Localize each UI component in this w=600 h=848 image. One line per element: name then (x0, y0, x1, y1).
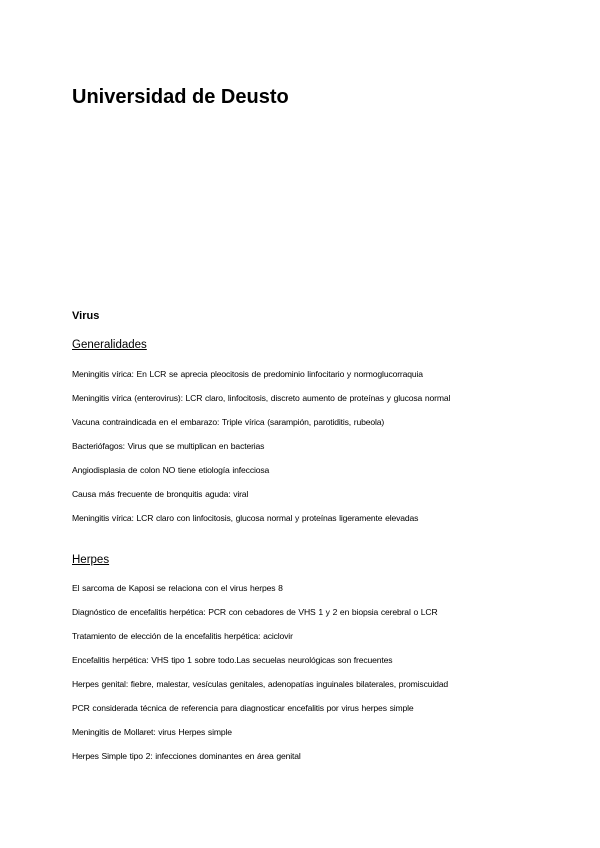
list-item: Causa más frecuente de bronquitis aguda: viral (72, 489, 249, 499)
list-item: PCR considerada técnica de referencia para diagnosticar encefalitis por virus herpes simple (72, 703, 414, 713)
list-item: Vacuna contraindicada en el embarazo: Triple vírica (sarampión, parotiditis, rubeola) (72, 417, 385, 427)
list-item: Tratamiento de elección de la encefalitis herpética: aciclovir (72, 631, 293, 641)
list-item: Meningitis vírica (enterovirus): LCR claro, linfocitosis, discreto aumento de proteínas y glucosa normal (72, 393, 451, 403)
list-item: Bacteriófagos: Virus que se multiplican en bacterias (72, 441, 265, 451)
list-item: El sarcoma de Kaposi se relaciona con el virus herpes 8 (72, 583, 283, 593)
list-item: Herpes genital: fiebre, malestar, vesículas genitales, adenopatías inguinales bilaterales, promiscuidad (72, 679, 448, 689)
subsection-title-herpes: Herpes (72, 554, 110, 566)
section-title-virus: Virus (72, 310, 100, 322)
subsection-title-generalidades: Generalidades (72, 339, 147, 351)
list-item: Meningitis de Mollaret: virus Herpes simple (72, 727, 232, 737)
list-item: Angiodisplasia de colon NO tiene etiología infecciosa (72, 465, 270, 475)
list-item: Encefalitis herpética: VHS tipo 1 sobre todo.Las secuelas neurológicas son frecuentes (72, 655, 393, 665)
page-title: Universidad de Deusto (72, 86, 289, 108)
list-item: Herpes Simple tipo 2: infecciones dominantes en área genital (72, 751, 301, 761)
list-item: Diagnóstico de encefalitis herpética: PCR con cebadores de VHS 1 y 2 en biopsia cerebral o LCR (72, 607, 438, 617)
list-item: Meningitis vírica: En LCR se aprecia pleocitosis de predominio linfocitario y normoglucorraquia (72, 369, 423, 379)
list-item: Meningitis vírica: LCR claro con linfocitosis, glucosa normal y proteínas ligeramente elevadas (72, 513, 419, 523)
